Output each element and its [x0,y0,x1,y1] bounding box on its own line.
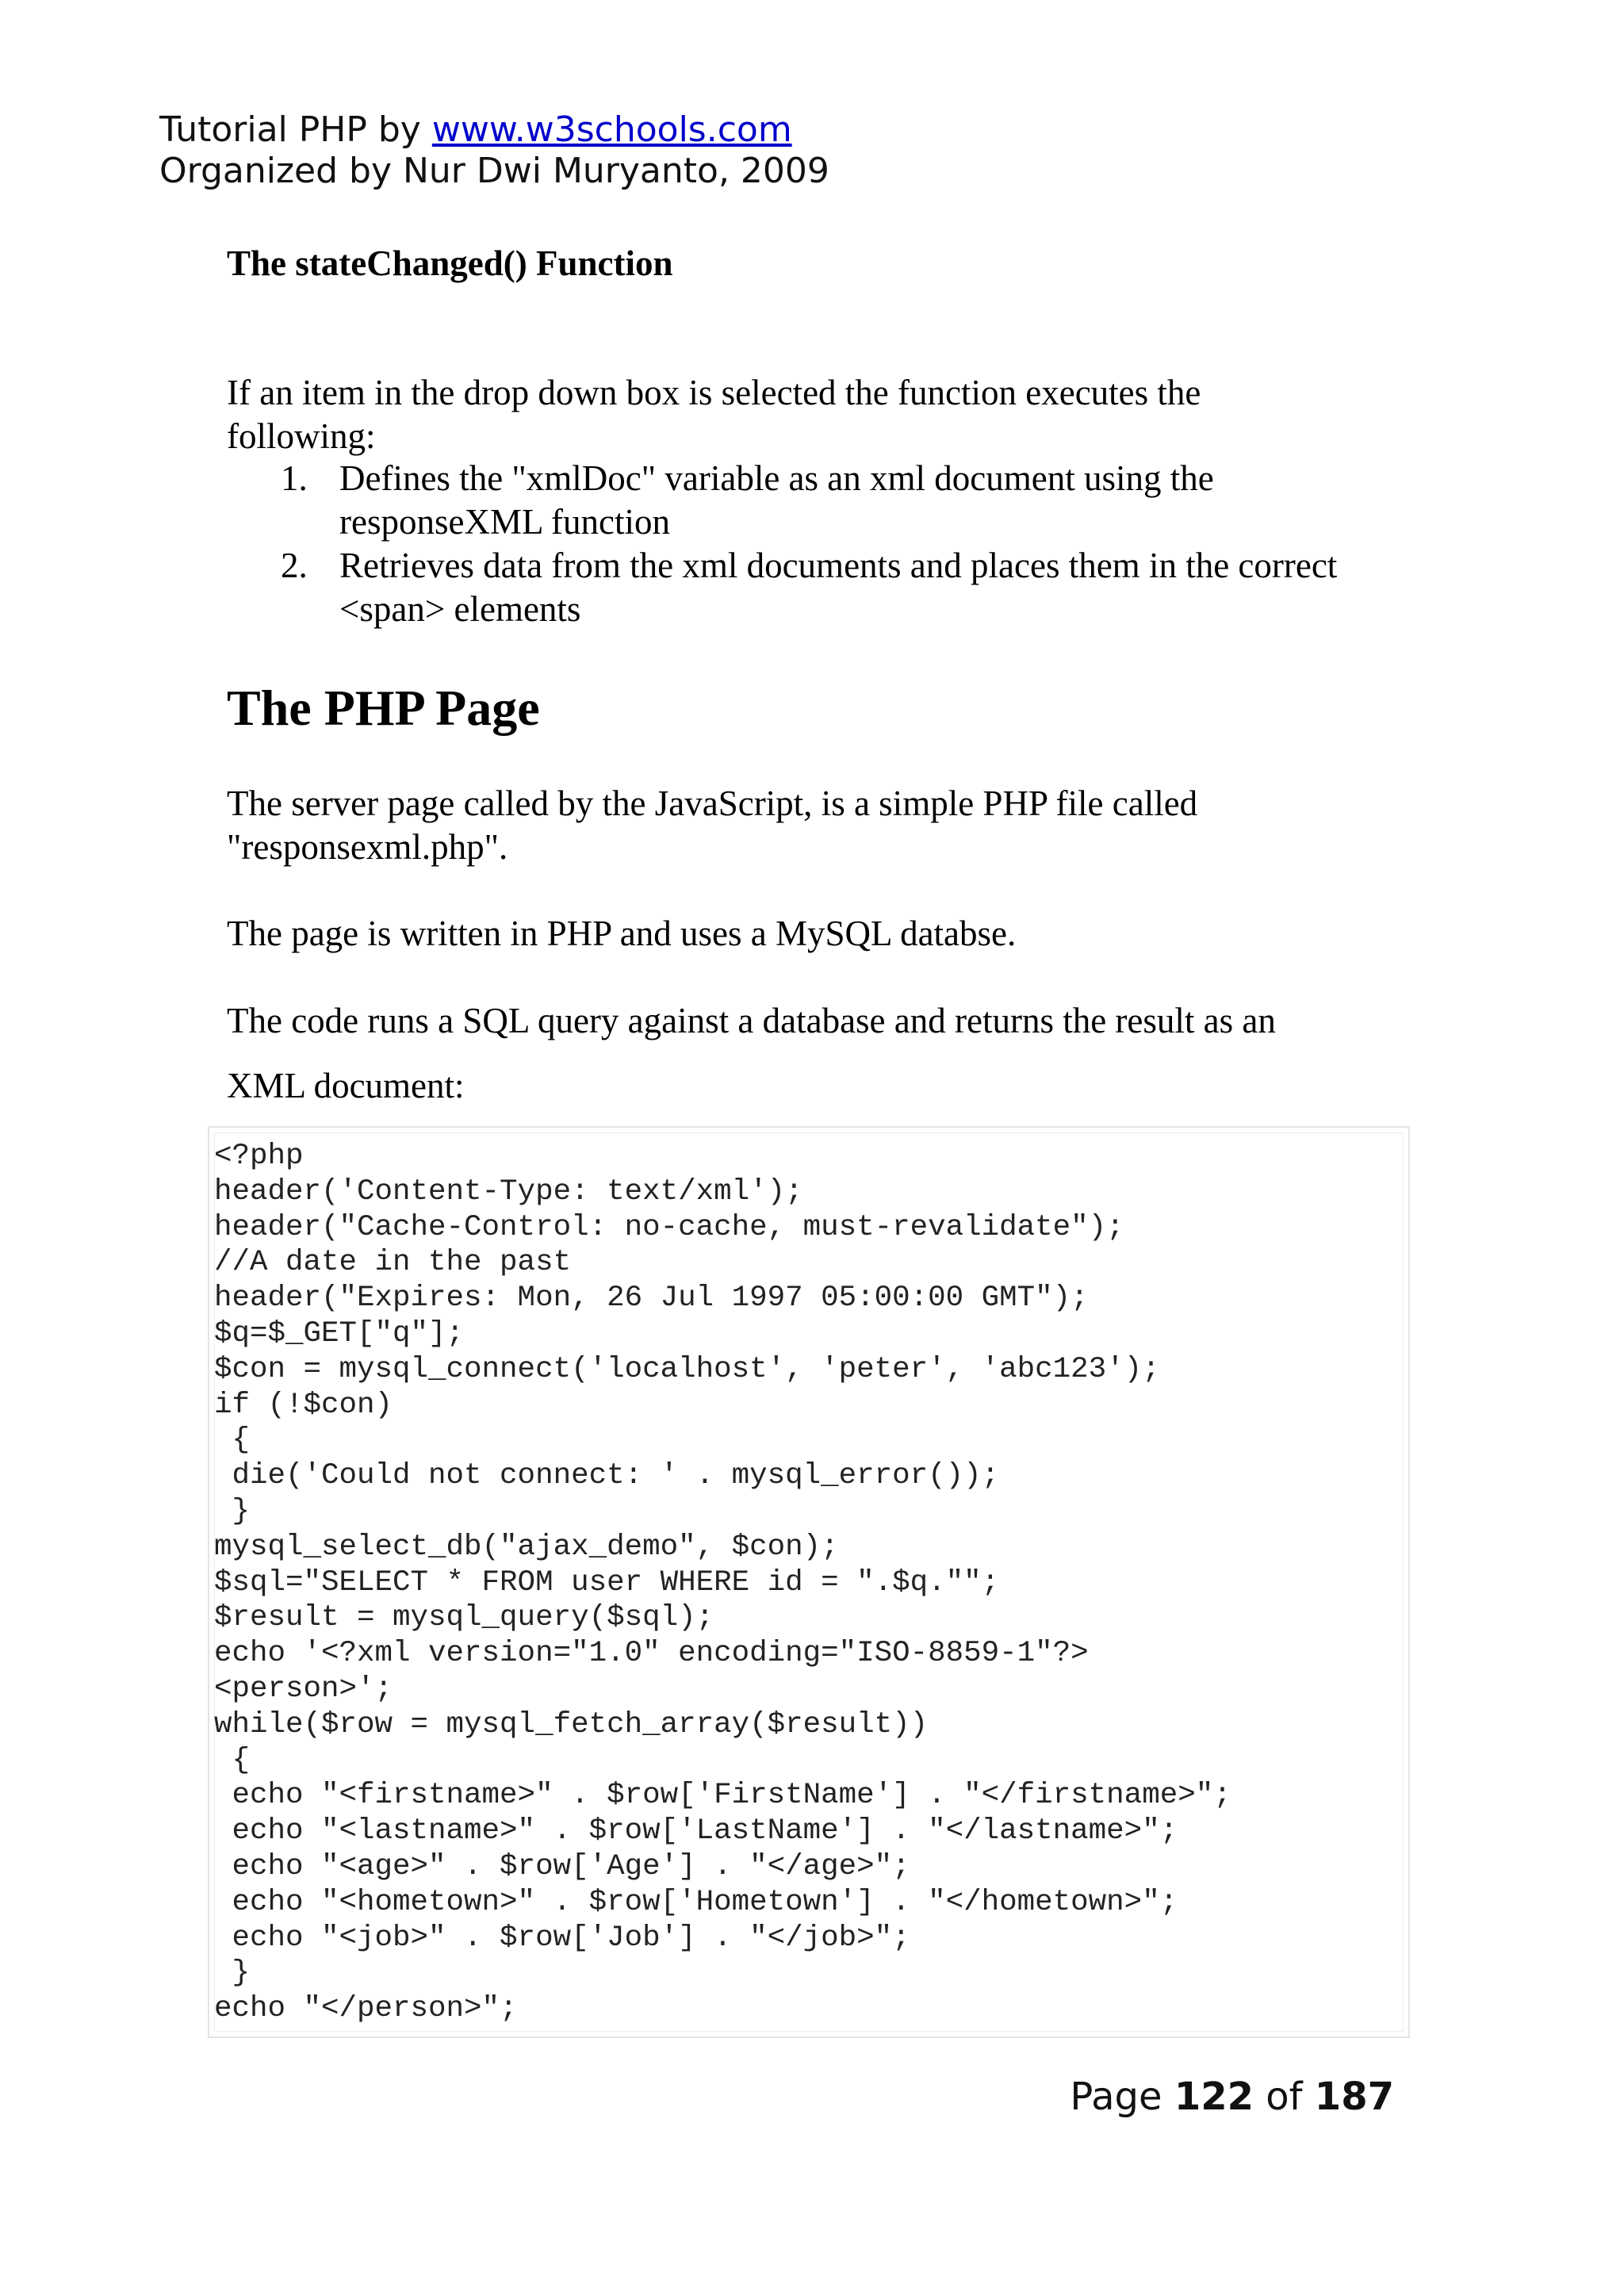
of-label: of [1254,2075,1315,2119]
php-page-para-3-line-2: XML document: [227,1066,465,1105]
header-line-2: Organized by Nur Dwi Muryanto, 2009 [159,151,829,191]
list-item [227,544,1440,631]
list-item-number: 2. [281,546,308,585]
list-item-text: Retrieves data from the xml documents and places them in the correct <span> elements [339,546,1338,629]
php-page-para-2: The page is written in PHP and uses a MySQL databse. [227,914,1017,953]
page-number [1070,2075,1394,2119]
list-item-text: Defines the "xmlDoc" variable as an xml document using the responseXML function [339,458,1214,542]
statechanged-heading: The stateChanged() Function [227,243,673,283]
statechanged-intro: If an item in the drop down box is selected the function executes the following: [227,373,1201,456]
page-label: Page [1070,2075,1174,2119]
list-item-number: 1. [281,458,308,498]
header-title: Tutorial PHP by [159,109,432,150]
header-line-1 [159,109,829,151]
php-page-para-1: The server page called by the JavaScript, is a simple PHP file called "responsexml.php". [227,784,1198,867]
php-code-listing: <?php header('Content-Type: text/xml'); header("Cache-Control: no-cache, must-revalidate"); //A date in the past header("Expires: Mon, 26 Jul 1997 05:00:00 GMT"); $q=$_GET["q"]; $con = mysql_connect('localhost', 'peter', 'abc123'); if (!$con) { die('Could not connect: ' . mysql_error()); } mysql_select_db("ajax_demo", $con); $sql="SELECT * FROM user WHERE id = ".$q.""; $result = mysql_query($sql); echo '<?xml version="1.0" encoding="ISO-8859-1"?> <person>'; while($row = mysql_fetch_array($result)) { echo "<firstname>" . $row['FirstName'] . "</firstname>"; echo "<lastname>" . $row['LastName'] . "</lastname>"; echo "<age>" . $row['Age'] . "</age>"; echo "<hometown>" . $row['Hometown'] . "</hometown>"; echo "<job>" . $row['Job'] . "</job>"; } echo "</person>"; [214,1140,1231,2026]
statechanged-steps-list [227,457,1440,631]
current-page: 122 [1174,2075,1254,2119]
list-item [227,457,1440,544]
php-page-para-3-line-1: The code runs a SQL query against a database and returns the result as an [227,1001,1276,1040]
php-page-heading: The PHP Page [227,680,540,736]
page-header [159,109,829,192]
total-pages: 187 [1314,2075,1394,2119]
w3schools-link[interactable]: www.w3schools.com [431,109,792,150]
